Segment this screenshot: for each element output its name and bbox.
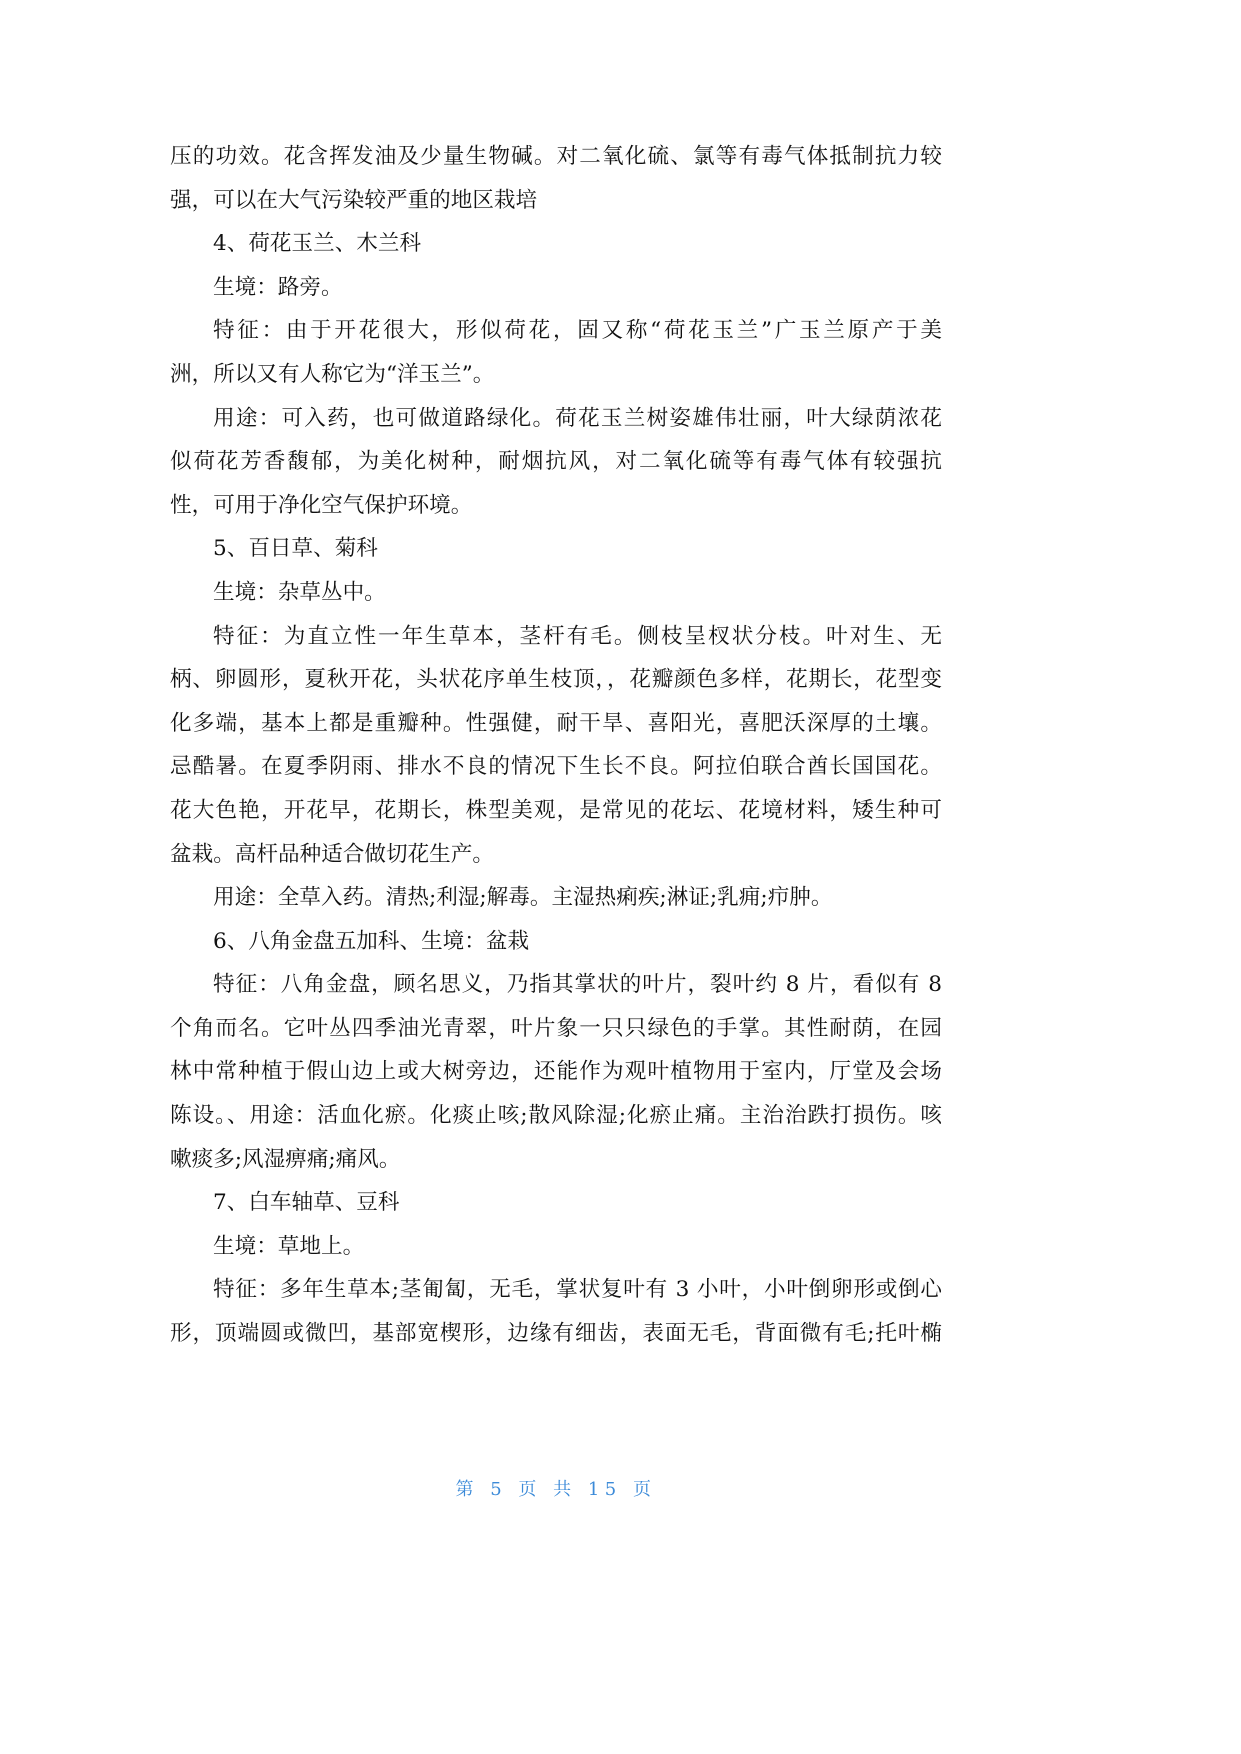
paragraph [170,309,942,396]
paragraph [170,963,942,1181]
text-line: 特征：由于开花很大，形似荷花，固又称“荷花玉兰”广玉兰原产于美 [213,318,942,344]
text-line: 压的功效。花含挥发油及少量生物碱。对二氧化硫、氯等有毒气体抵制抗力较 [170,144,942,169]
paragraph [170,397,942,528]
text-line: 忌酷暑。在夏季阴雨、排水不良的情况下生长不良。阿拉伯联合酋长国国花。 [170,754,942,780]
text-line: 花大色艳，开花早，花期长，株型美观，是常见的花坛、花境材料，矮生种可 [170,797,942,823]
text-line: 特征：为直立性一年生草本，茎杆有毛。侧枝呈杈状分枝。叶对生、无 [213,623,942,649]
paragraph [170,1268,942,1355]
section-heading [170,920,942,964]
text-line: 5、百日草、菊科 [213,536,378,562]
text-line: 特征：多年生草本;茎匍匐，无毛，掌状复叶有 3 小叶，小叶倒卵形或倒心 [213,1277,942,1303]
text-line: 嗽痰多;风湿痹痛;痛风。 [170,1146,401,1172]
text-line: 用途：可入药，也可做道路绿化。荷花玉兰树姿雄伟壮丽，叶大绿荫浓花 [213,405,942,431]
text-line: 柄、卵圆形，夏秋开花，头状花序单生枝顶，，花瓣颜色多样，花期长，花型变 [170,667,942,693]
text-line: 强，可以在大气污染较严重的地区栽培 [170,187,538,213]
section-heading [170,222,942,266]
text-line: 6、八角金盘五加科、生境：盆栽 [213,928,530,954]
text-line: 性，可用于净化空气保护环境。 [170,492,473,518]
paragraph [170,615,942,877]
text-line: 个角而名。它叶丛四季油光青翠，叶片象一只只绿色的手掌。其性耐荫，在园 [170,1015,942,1041]
text-line: 特征：八角金盘，顾名思义，乃指其掌状的叶片，裂叶约 8 片，看似有 8 [213,972,942,998]
text-line: 似荷花芳香馥郁，为美化树种，耐烟抗风，对二氧化硫等有毒气体有较强抗 [170,449,942,475]
paragraph [170,876,942,920]
text-line: 生境：草地上。 [213,1233,365,1259]
body-text [170,135,942,1356]
text-line: 生境：路旁。 [213,274,343,300]
text-line: 洲，所以又有人称它为“洋玉兰”。 [170,361,495,387]
text-line: 化多端，基本上都是重瓣种。性强健，耐干旱、喜阳光，喜肥沃深厚的土壤。 [170,710,942,736]
text-line: 形，顶端圆或微凹，基部宽楔形，边缘有细齿，表面无毛，背面微有毛;托叶椭 [170,1321,942,1347]
text-line: 盆栽。高杆品种适合做切花生产。 [170,841,494,867]
section-heading [170,1181,942,1225]
text-line: 7、白车轴草、豆科 [213,1190,400,1216]
text-line: 4、荷花玉兰、木兰科 [213,231,422,257]
text-line: 陈设。、用途：活血化瘀。化痰止咳;散风除湿;化瘀止痛。主治治跌打损伤。咳 [170,1103,942,1129]
text-line: 用途：全草入药。清热;利湿;解毒。主湿热痢疾;淋证;乳痈;疖肿。 [213,885,833,911]
text-line: 林中常种植于假山边上或大树旁边，还能作为观叶植物用于室内，厅堂及会场 [170,1059,942,1085]
paragraph [170,266,942,310]
text-line: 生境：杂草丛中。 [213,579,386,605]
paragraph [170,1225,942,1269]
paragraph [170,135,942,222]
section-heading [170,527,942,571]
paragraph [170,571,942,615]
page-number-footer: 第 5 页 共 15 页 [455,1479,657,1500]
